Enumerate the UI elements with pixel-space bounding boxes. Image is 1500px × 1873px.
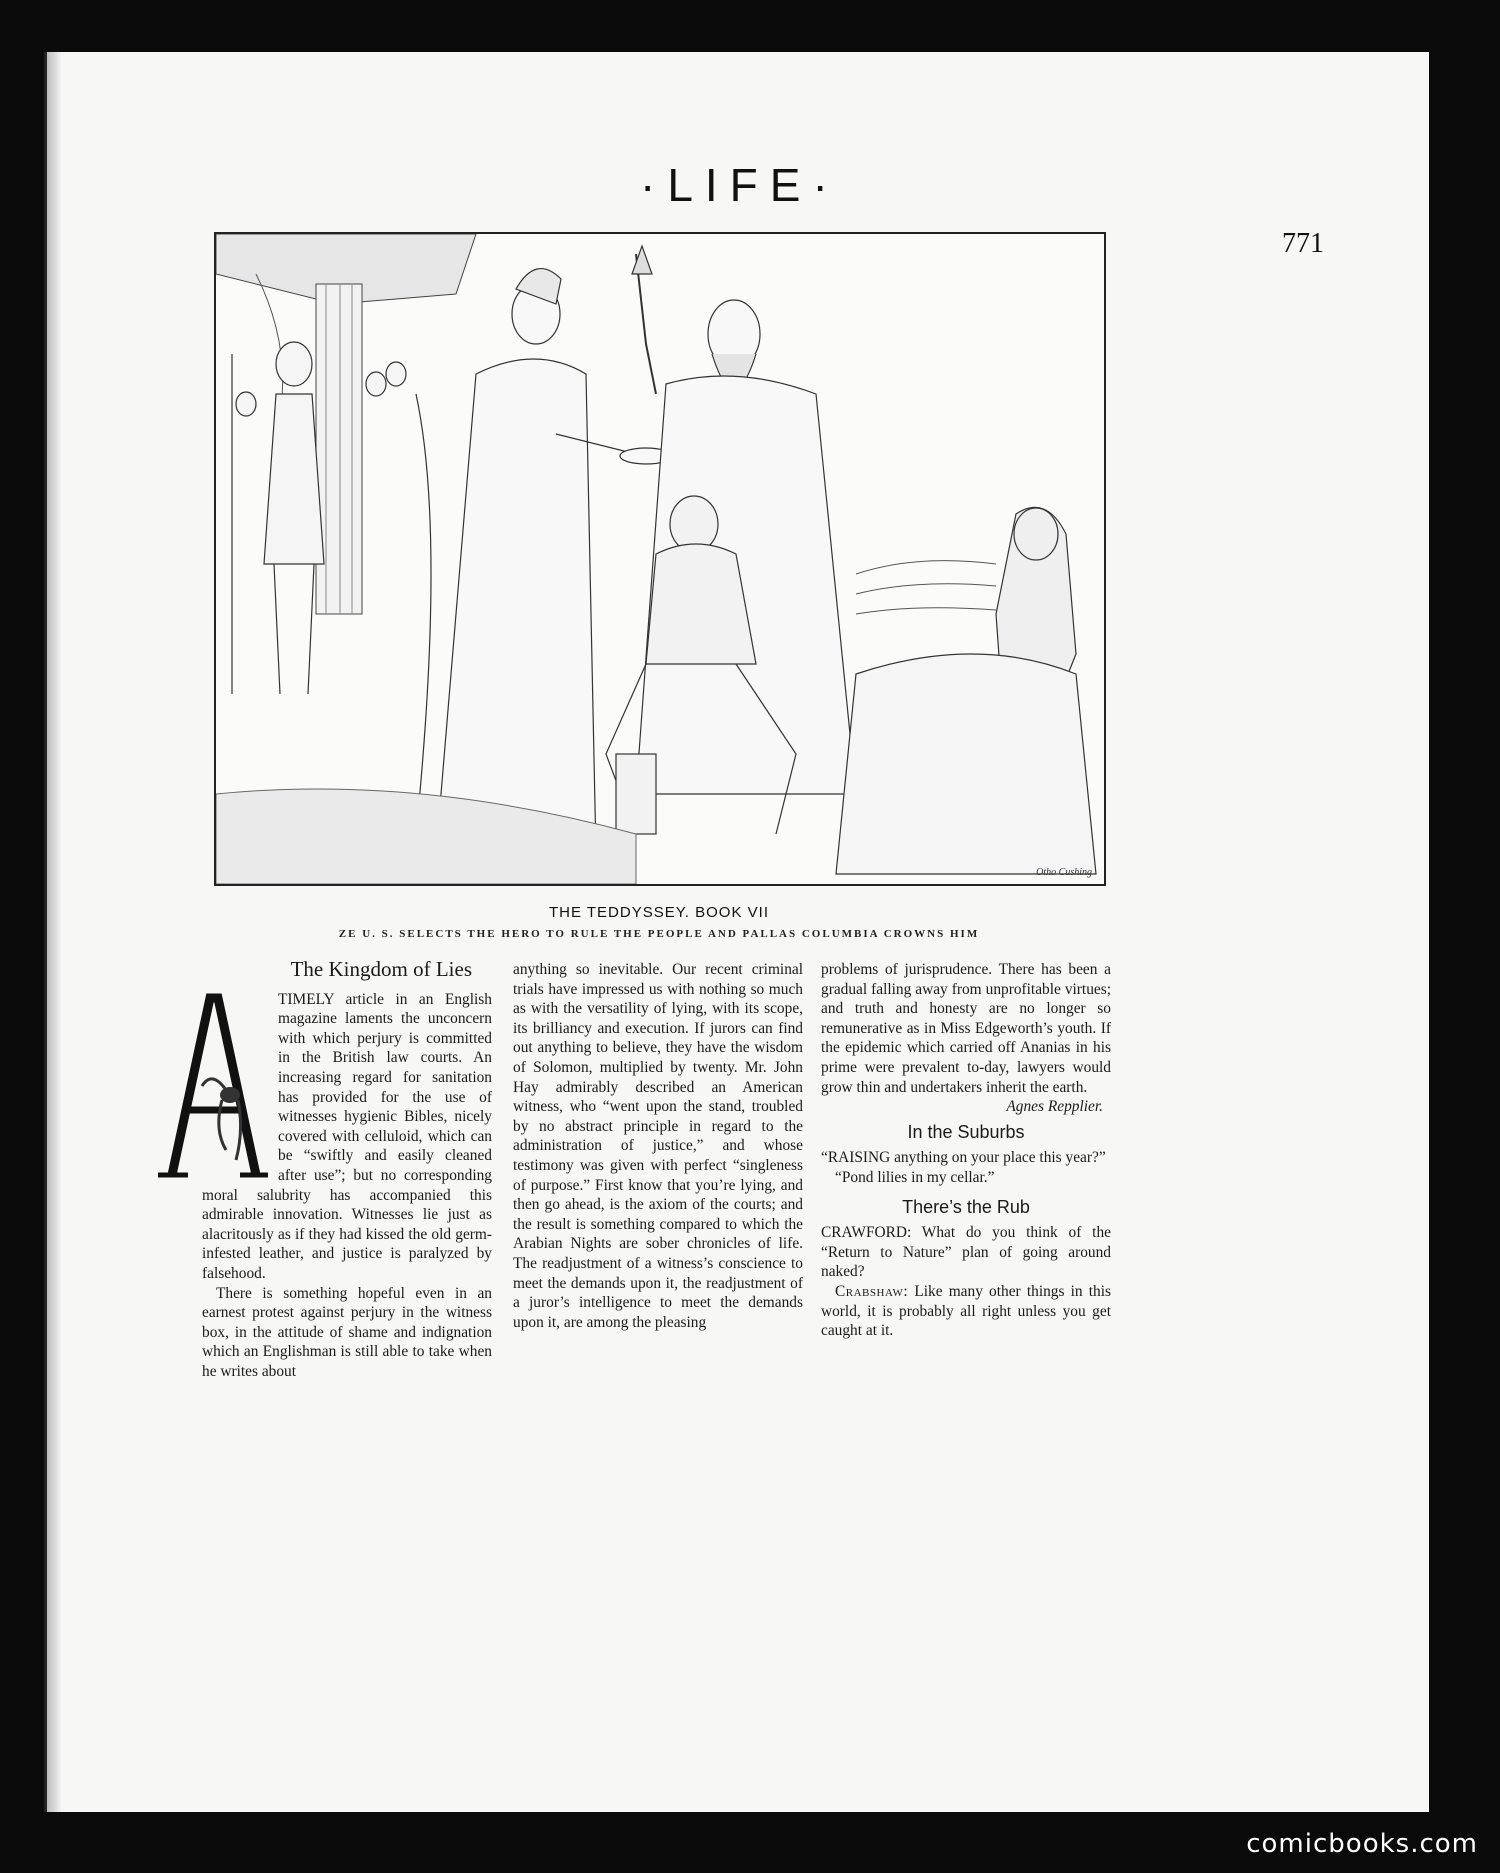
- dialogue-text: Like many other things in this world, it is probably all right unless you get caught at it.: [821, 1282, 1111, 1340]
- caption-subtitle: ZE U. S. SELECTS THE HERO TO RULE THE PEOPLE AND PALLAS COLUMBIA CROWNS HIM: [338, 928, 980, 940]
- caption-title: THE TEDDYSSEY. BOOK VII: [548, 904, 769, 921]
- artist-signature: Otho Cushing: [1036, 867, 1092, 878]
- dialogue-line: “RAISING anything on your place this year?”: [821, 1149, 1106, 1167]
- article-heading: There’s the Rub: [902, 1196, 1030, 1217]
- page-number: 771: [1282, 228, 1324, 259]
- monkey-letter-a-icon: [152, 990, 272, 1180]
- dropcap-a-illustration: [152, 990, 272, 1180]
- speaker-name: Crabshaw:: [835, 1282, 909, 1300]
- column-2: [513, 960, 803, 1332]
- masthead: ·LIFE·: [640, 159, 840, 211]
- column-3: [821, 960, 1111, 1341]
- dialogue-line: CRAWFORD: What do you think of the “Return to Nature” plan of going around naked?: [821, 1224, 1111, 1281]
- cartoon-drawing: [216, 234, 1104, 884]
- cartoon-illustration: [214, 232, 1106, 886]
- article-paragraph: TIMELY article in an English magazine laments the unconcern with which perjury is committed in the British law courts. An increasing regard for sanitation has provided for the use of witnesses hygienic Bibles, nicely covered with celluloid, which can be “swiftly and easily cleaned after use”; but no corresponding moral salubrity has accompanied this admirable innovation. Witnesses lie just as alacritously as if they had kissed the old germ-infested leather, and justice is paralyzed by falsehood.: [202, 990, 492, 1282]
- article-paragraph: anything so inevitable. Our recent criminal trials have impressed us with nothing so much as with the versatility of lying, with its scope, its brilliancy and execution. If jurors can find out anything to believe, they have the wisdom of Solomon, multiplied by twenty. Mr. John Hay admirably described an American witness, who “went upon the stand, troubled by no abstract principle in regard to the administration of justice,” and whose testimony was given with perfect “singleness of purpose.” First know that you’re lying, and then go ahead, is the axiom of the courts; and the result is something compared to which the Arabian Nights are sober chronicles of life. The readjustment of a witness’s conscience to meet the demands upon it, the readjustment of a juror’s intelligence to meet the demands upon it, are among the pleasing: [513, 961, 803, 1331]
- dialogue-line: [821, 1282, 1111, 1341]
- background: [1420, 0, 1500, 1873]
- article-heading: In the Suburbs: [907, 1121, 1025, 1142]
- author-signature: Agnes Repplier.: [1006, 1098, 1103, 1116]
- watermark: comicbooks.com: [1246, 1829, 1478, 1859]
- article-paragraph: problems of jurisprudence. There has been a gradual falling away from unprofitable virtues; and truth and honesty are no longer so remunerative as in Miss Edgeworth’s youth. If the epidemic which carried off Ananias in his prime were prevalent to-day, lawyers would grow thin and undertakers inherit the earth.: [821, 961, 1111, 1096]
- column-1: [202, 957, 492, 1381]
- article-heading: The Kingdom of Lies: [290, 957, 472, 981]
- dialogue-line: “Pond lilies in my cellar.”: [835, 1168, 995, 1186]
- article-paragraph: There is something hopeful even in an earnest protest against perjury in the witness box, in the attitude of shame and indignation which an Englishman is still able to take when he writes about: [202, 1284, 492, 1380]
